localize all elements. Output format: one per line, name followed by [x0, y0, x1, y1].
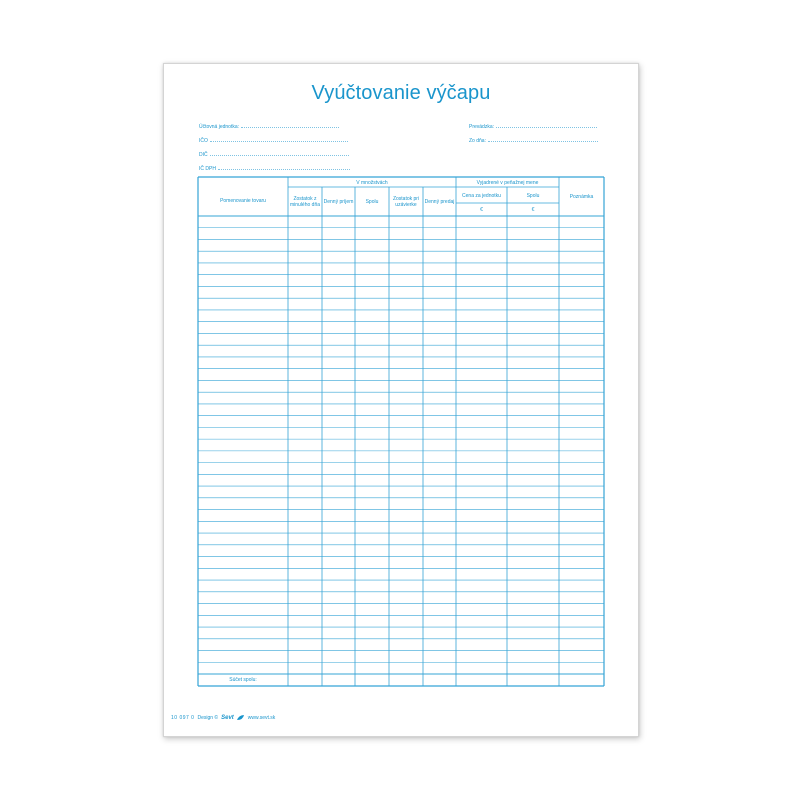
- design-copyright: Design ©: [197, 715, 219, 721]
- field-date-label: Zo dňa:: [469, 138, 486, 144]
- form-code: 10 097 0: [171, 715, 195, 721]
- header-currency-unit-price: €: [480, 207, 483, 213]
- header-remaining-close: Zostatok pri uzávierke: [392, 196, 420, 208]
- header-currency-total: €: [531, 207, 535, 213]
- brand-logo: Sevt: [221, 715, 234, 721]
- field-ic-dph-label: IČ DPH: [199, 166, 216, 172]
- website-link[interactable]: www.sevt.sk: [247, 715, 276, 721]
- field-accounting-unit-label: Účtovná jednotka:: [199, 124, 240, 130]
- header-item-name: Pomenovanie tovaru: [220, 197, 266, 204]
- brand-leaf-icon: [237, 715, 245, 721]
- header-group-quantity: V množstvách: [356, 179, 388, 186]
- form-sheet: [163, 63, 639, 737]
- header-group-money: Vyjadrené v peňažnej mene: [476, 179, 539, 186]
- header-note: Poznámka: [569, 194, 594, 200]
- field-dic-label: DIČ: [199, 152, 208, 158]
- form-footer: [171, 715, 275, 721]
- table-grid: [164, 64, 638, 736]
- header-total-qty: Spolu: [365, 199, 379, 205]
- field-ico-label: IČO: [199, 138, 208, 144]
- header-remaining-prev: Zostatok z minulého dňa: [289, 196, 321, 208]
- header-unit-price: Cena za jednotku: [462, 192, 501, 199]
- form-title: Vyúčtovanie výčapu: [311, 82, 491, 104]
- header-daily-sale: Denný predaj: [424, 199, 455, 205]
- header-total-money: Spolu: [526, 192, 540, 199]
- sum-total-label: Súčet spolu:: [229, 677, 257, 683]
- field-premises-label: Prevádzka:: [469, 124, 495, 130]
- header-daily-income: Denný príjem: [323, 199, 354, 205]
